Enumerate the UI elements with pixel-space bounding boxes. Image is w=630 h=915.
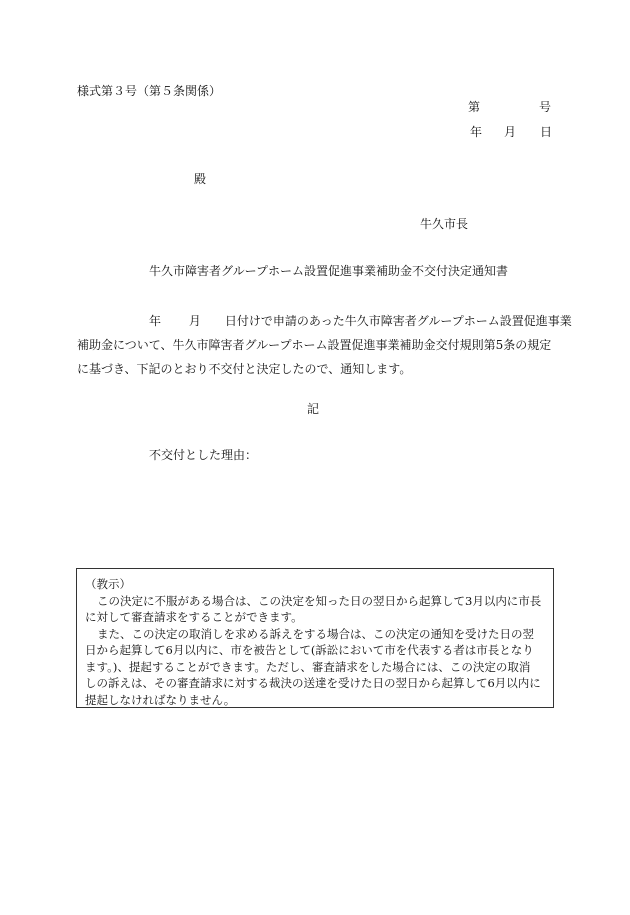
body-line-3: に基づき、下記のとおり不交付と決定したので、通知します。 <box>77 362 412 376</box>
date-month-label: 月 <box>504 125 517 139</box>
notice-line-5: ます。)、提起することができます。ただし、審査請求をした場合には、この決定の取消 <box>85 659 531 674</box>
addressee-honorific: 殿 <box>194 172 207 186</box>
notice-heading: （教示） <box>85 577 131 591</box>
notice-line-7: 提起しなければなりません。 <box>85 692 236 707</box>
notice-line-6: しの訴えは、その審査請求に対する裁決の送達を受けた日の翌日から起算して6月以内に <box>85 676 541 690</box>
notice-line-2: に対して審査請求をすることができます。 <box>85 610 303 624</box>
appeal-notice-box <box>76 568 554 708</box>
body-paragraph <box>77 309 572 381</box>
notice-line-4: 日から起算して6月以内に、市を被告として(訴訟において市を代表する者は市長となり <box>85 643 534 657</box>
document-title: 牛久市障害者グループホーム設置促進事業補助金不交付決定通知書 <box>149 264 509 278</box>
reason-label: 不交付とした理由： <box>149 448 258 462</box>
date-year-label: 年 <box>470 125 483 139</box>
document-number-unit: 号 <box>539 100 552 114</box>
notice-line-3: また、この決定の取消しを求める訴えをする場合は、この決定の通知を受けた日の翌 <box>97 626 534 641</box>
sender-name: 牛久市長 <box>420 217 469 231</box>
body-line-2: 補助金について、牛久市障害者グループホーム設置促進事業補助金交付規則第5条の規定 <box>77 338 552 352</box>
ki-heading: 記 <box>307 402 320 416</box>
document-number-label: 第 <box>468 100 481 114</box>
body-line-1: 年 月 日付けで申請のあった牛久市障害者グループホーム設置促進事業 <box>77 314 572 328</box>
date-day-label: 日 <box>540 125 553 139</box>
form-number: 様式第３号（第５条関係） <box>77 84 222 98</box>
notice-line-1: この決定に不服がある場合は、この決定を知った日の翌日から起算して3月以内に市長 <box>97 593 542 608</box>
